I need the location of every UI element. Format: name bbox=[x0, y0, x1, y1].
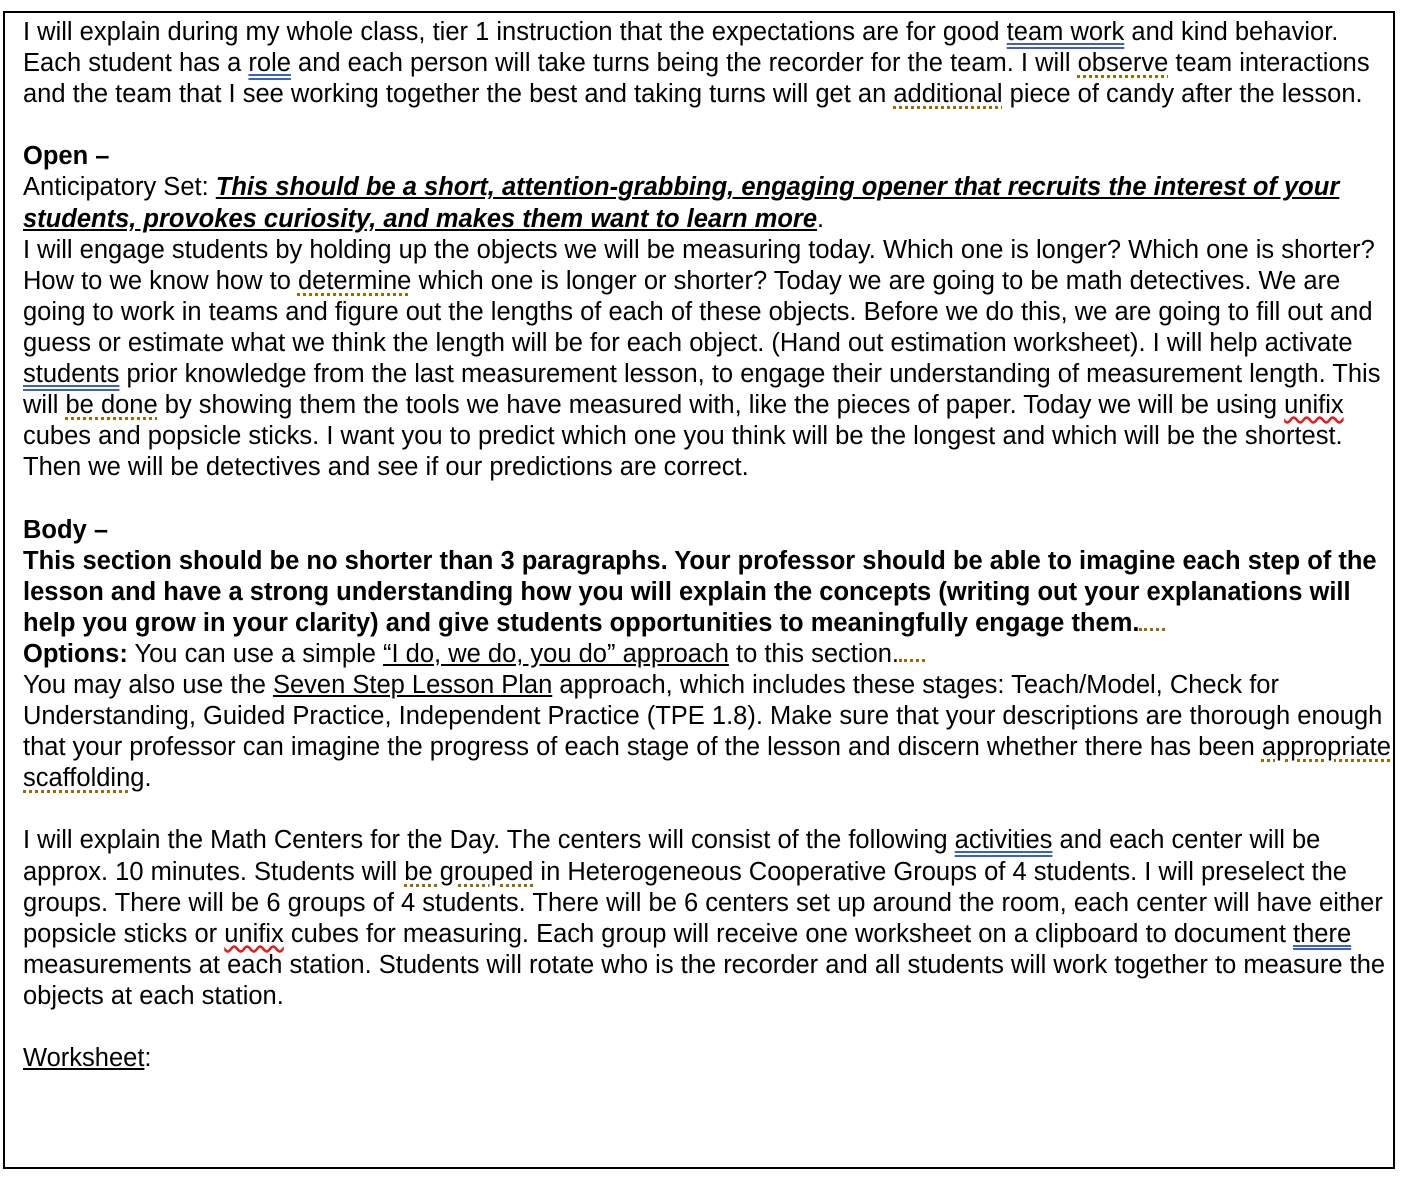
blank-line bbox=[23, 1012, 1393, 1043]
blank-line bbox=[23, 110, 1393, 141]
clarity-flag-be-done[interactable]: be done bbox=[65, 391, 158, 420]
grammar-flag-role[interactable]: role bbox=[248, 49, 291, 78]
clarity-flag-be-grouped[interactable]: be grouped bbox=[404, 857, 534, 886]
grammar-flag-students[interactable]: students bbox=[23, 360, 120, 389]
worksheet-label: Worksheet bbox=[23, 1044, 145, 1073]
blank-line bbox=[23, 794, 1393, 825]
clarity-flag-determine[interactable]: determine bbox=[297, 266, 412, 295]
spelling-flag-unifix[interactable]: unifix bbox=[224, 919, 284, 948]
options-paragraph: Options: You can use a simple “I do, we do, you do” approach to this section. bbox=[23, 639, 1393, 670]
intro-paragraph: I will explain during my whole class, tier 1 instruction that the expectations are for good team work and kind behavior. Each student has a role and each person will take turns being the recorder for the team. I will observe team interactions and the team that I see working together the best and taking turns will get an additional piece of candy after the lesson. bbox=[23, 18, 1370, 109]
clarity-flag-observe[interactable]: observe bbox=[1077, 49, 1169, 78]
clarity-flag-mark[interactable] bbox=[899, 651, 925, 662]
body-instructions: This section should be no shorter than 3 paragraphs. Your professor should be able to imagine each step of the lesson and have a strong understanding how you will explain the concepts (writing out your explanations will help you grow in your clarity) and give students opportunities to meaningfully engage them. bbox=[23, 546, 1377, 637]
grammar-flag-activities[interactable]: activities bbox=[954, 826, 1053, 855]
math-centers-paragraph: I will explain the Math Centers for the Day. The centers will consist of the following activities and each center will be approx. 10 minutes. Students will be grouped in Heterogeneous Cooperative Groups of 4 students. I will preselect the groups. There will be 6 groups of 4 students. There will be 6 centers set up around the room, each center will have either popsicle sticks or unifix cubes for measuring. Each group will receive one worksheet on a clipboard to document there measurements at each station. Students will rotate who is the recorder and all students will work together to measure the objects at each station. bbox=[23, 826, 1386, 1010]
blank-line bbox=[23, 483, 1393, 514]
options-label: Options: bbox=[23, 639, 128, 668]
grammar-flag-team-work[interactable]: team work bbox=[1006, 18, 1125, 46]
seven-step-lesson-plan-link[interactable]: Seven Step Lesson Plan bbox=[272, 670, 553, 699]
body-heading: Body – bbox=[23, 515, 109, 544]
seven-step-paragraph: You may also use the Seven Step Lesson Plan approach, which includes these stages: Teach/Model, Check for Understanding, Guided Practice, Independent Practice (TPE 1.8). Make sure that your descriptions are thorough enough that your professor can imagine the progress of each stage of the lesson and discern whether there has been appropriate scaffolding. bbox=[23, 670, 1391, 793]
clarity-flag-mark[interactable] bbox=[1139, 620, 1165, 631]
document-body bbox=[23, 17, 1393, 1074]
document-frame bbox=[3, 11, 1395, 1169]
anticipatory-set-prompt: This should be a short, attention-grabbing, engaging opener that recruits the interest of your students, provokes curiosity, and makes them want to learn more bbox=[23, 173, 1340, 233]
spelling-flag-unifix[interactable]: unifix bbox=[1284, 391, 1344, 420]
grammar-flag-there[interactable]: there bbox=[1293, 919, 1352, 948]
open-paragraph: I will engage students by holding up the objects we will be measuring today. Which one is longer? Which one is shorter? How to we know how to determine which one is longer or shorter? Today we are going to be math detectives. We are going to work in teams and figure out the lengths of each of these objects. Before we do this, we are going to fill out and guess or estimate what we think the length will be for each object. (Hand out estimation worksheet). I will help activate students prior knowledge from the last measurement lesson, to engage their understanding of measurement length. This will be done by showing them the tools we have measured with, like the pieces of paper. Today we will be using unifix cubes and popsicle sticks. I want you to predict which one you think will be the longest and which will be the shortest. Then we will be detectives and see if our predictions are correct. bbox=[23, 235, 1381, 482]
clarity-flag-appropriate-scaffolding[interactable]: appropriate scaffolding bbox=[23, 733, 1391, 793]
worksheet-line: Worksheet: bbox=[23, 1044, 152, 1073]
clarity-flag-additional[interactable]: additional bbox=[893, 80, 1003, 109]
anticipatory-set: Anticipatory Set: This should be a short, attention-grabbing, engaging opener that recruits the interest of your students, provokes curiosity, and makes them want to learn more. bbox=[23, 173, 1340, 233]
open-heading: Open – bbox=[23, 142, 110, 171]
i-do-we-do-you-do-link[interactable]: “I do, we do, you do” approach bbox=[383, 639, 729, 668]
